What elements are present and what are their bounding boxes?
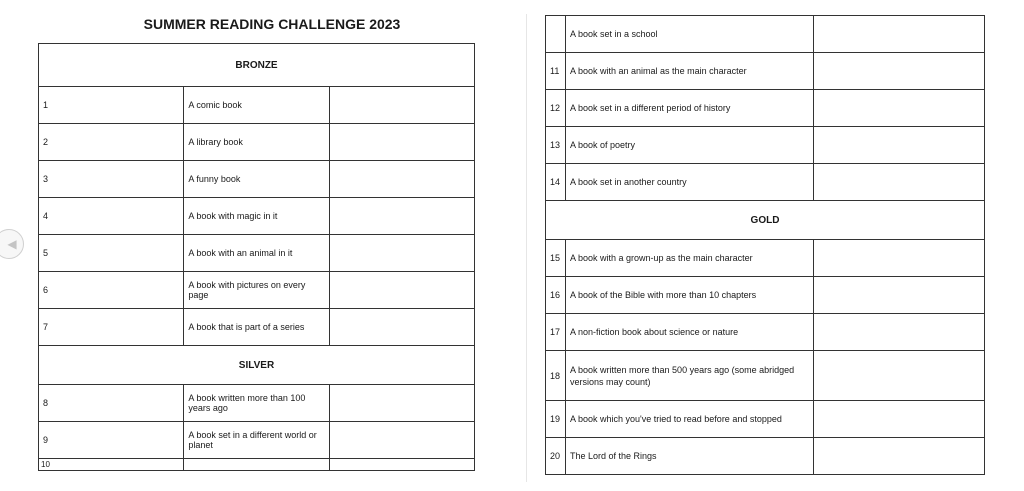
section-header-bronze [39,44,475,87]
challenge-check-cell[interactable] [329,87,474,124]
section-title-bronze: BRONZE [39,44,475,87]
challenge-number: 16 [546,277,566,314]
section-header-silver [39,346,475,385]
challenge-number: 18 [546,351,566,401]
challenge-number: 5 [39,235,184,272]
challenge-number: 4 [39,198,184,235]
challenge-row [546,401,985,438]
challenge-row [39,422,475,459]
section-title-silver: SILVER [39,346,475,385]
challenge-check-cell[interactable] [814,438,985,475]
challenge-row [546,438,985,475]
challenge-check-cell[interactable] [329,385,474,422]
challenge-description: A book set in a school [566,16,814,53]
challenge-row [546,16,985,53]
challenge-number: 14 [546,164,566,201]
challenge-row [39,124,475,161]
challenge-check-cell[interactable] [814,240,985,277]
challenge-description: A comic book [184,87,329,124]
challenge-row [39,198,475,235]
challenge-row [39,309,475,346]
challenge-number: 8 [39,385,184,422]
challenge-description [184,459,329,471]
reading-challenge-table-right [545,15,985,475]
section-title-gold: GOLD [546,201,985,240]
challenge-check-cell[interactable] [814,127,985,164]
page-divider [526,14,527,482]
challenge-description: A book that is part of a series [184,309,329,346]
challenge-description: A book with pictures on every page [184,272,329,309]
challenge-check-cell[interactable] [329,198,474,235]
challenge-check-cell[interactable] [329,459,474,471]
challenge-description: A book written more than 100 years ago [184,385,329,422]
challenge-check-cell[interactable] [329,309,474,346]
challenge-check-cell[interactable] [814,351,985,401]
challenge-description: A book written more than 500 years ago (some abridged versions may count) [566,351,814,401]
challenge-check-cell[interactable] [814,53,985,90]
challenge-number: 10 [39,459,184,471]
previous-page-button[interactable] [0,229,24,259]
challenge-row [546,314,985,351]
challenge-check-cell[interactable] [329,272,474,309]
challenge-description: A book of poetry [566,127,814,164]
challenge-number: 19 [546,401,566,438]
challenge-check-cell[interactable] [329,235,474,272]
challenge-row [39,87,475,124]
challenge-row [546,277,985,314]
challenge-description: A book with an animal in it [184,235,329,272]
challenge-row [39,161,475,198]
challenge-description: A library book [184,124,329,161]
challenge-number: 1 [39,87,184,124]
challenge-description: A non-fiction book about science or nature [566,314,814,351]
challenge-row [39,459,475,471]
challenge-description: A book set in another country [566,164,814,201]
challenge-row [546,53,985,90]
reading-challenge-table-left [38,43,475,471]
challenge-row [546,164,985,201]
challenge-row [39,235,475,272]
challenge-row [546,127,985,164]
challenge-check-cell[interactable] [814,90,985,127]
challenge-check-cell[interactable] [329,124,474,161]
challenge-description: A book of the Bible with more than 10 chapters [566,277,814,314]
challenge-check-cell[interactable] [814,314,985,351]
section-header-gold [546,201,985,240]
challenge-number: 9 [39,422,184,459]
challenge-row [39,385,475,422]
challenge-check-cell[interactable] [329,422,474,459]
challenge-description: A book with magic in it [184,198,329,235]
document-title: SUMMER READING CHALLENGE 2023 [143,16,401,32]
challenge-description: A funny book [184,161,329,198]
challenge-description: A book with a grown-up as the main character [566,240,814,277]
challenge-row [546,240,985,277]
challenge-number: 6 [39,272,184,309]
challenge-number: 15 [546,240,566,277]
triangle-left-icon: ◀ [7,237,17,251]
challenge-number: 7 [39,309,184,346]
challenge-description: A book with an animal as the main character [566,53,814,90]
challenge-number: 3 [39,161,184,198]
challenge-number: 20 [546,438,566,475]
challenge-check-cell[interactable] [814,16,985,53]
challenge-description: The Lord of the Rings [566,438,814,475]
challenge-number: 17 [546,314,566,351]
challenge-number: 2 [39,124,184,161]
challenge-row [546,351,985,401]
challenge-number: 13 [546,127,566,164]
challenge-description: A book which you've tried to read before and stopped [566,401,814,438]
challenge-check-cell[interactable] [814,164,985,201]
challenge-number: 11 [546,53,566,90]
challenge-check-cell[interactable] [814,401,985,438]
challenge-row [546,90,985,127]
challenge-number: 12 [546,90,566,127]
challenge-description: A book set in a different period of history [566,90,814,127]
challenge-check-cell[interactable] [814,277,985,314]
challenge-description: A book set in a different world or planet [184,422,329,459]
challenge-number [546,16,566,53]
challenge-check-cell[interactable] [329,161,474,198]
challenge-row [39,272,475,309]
